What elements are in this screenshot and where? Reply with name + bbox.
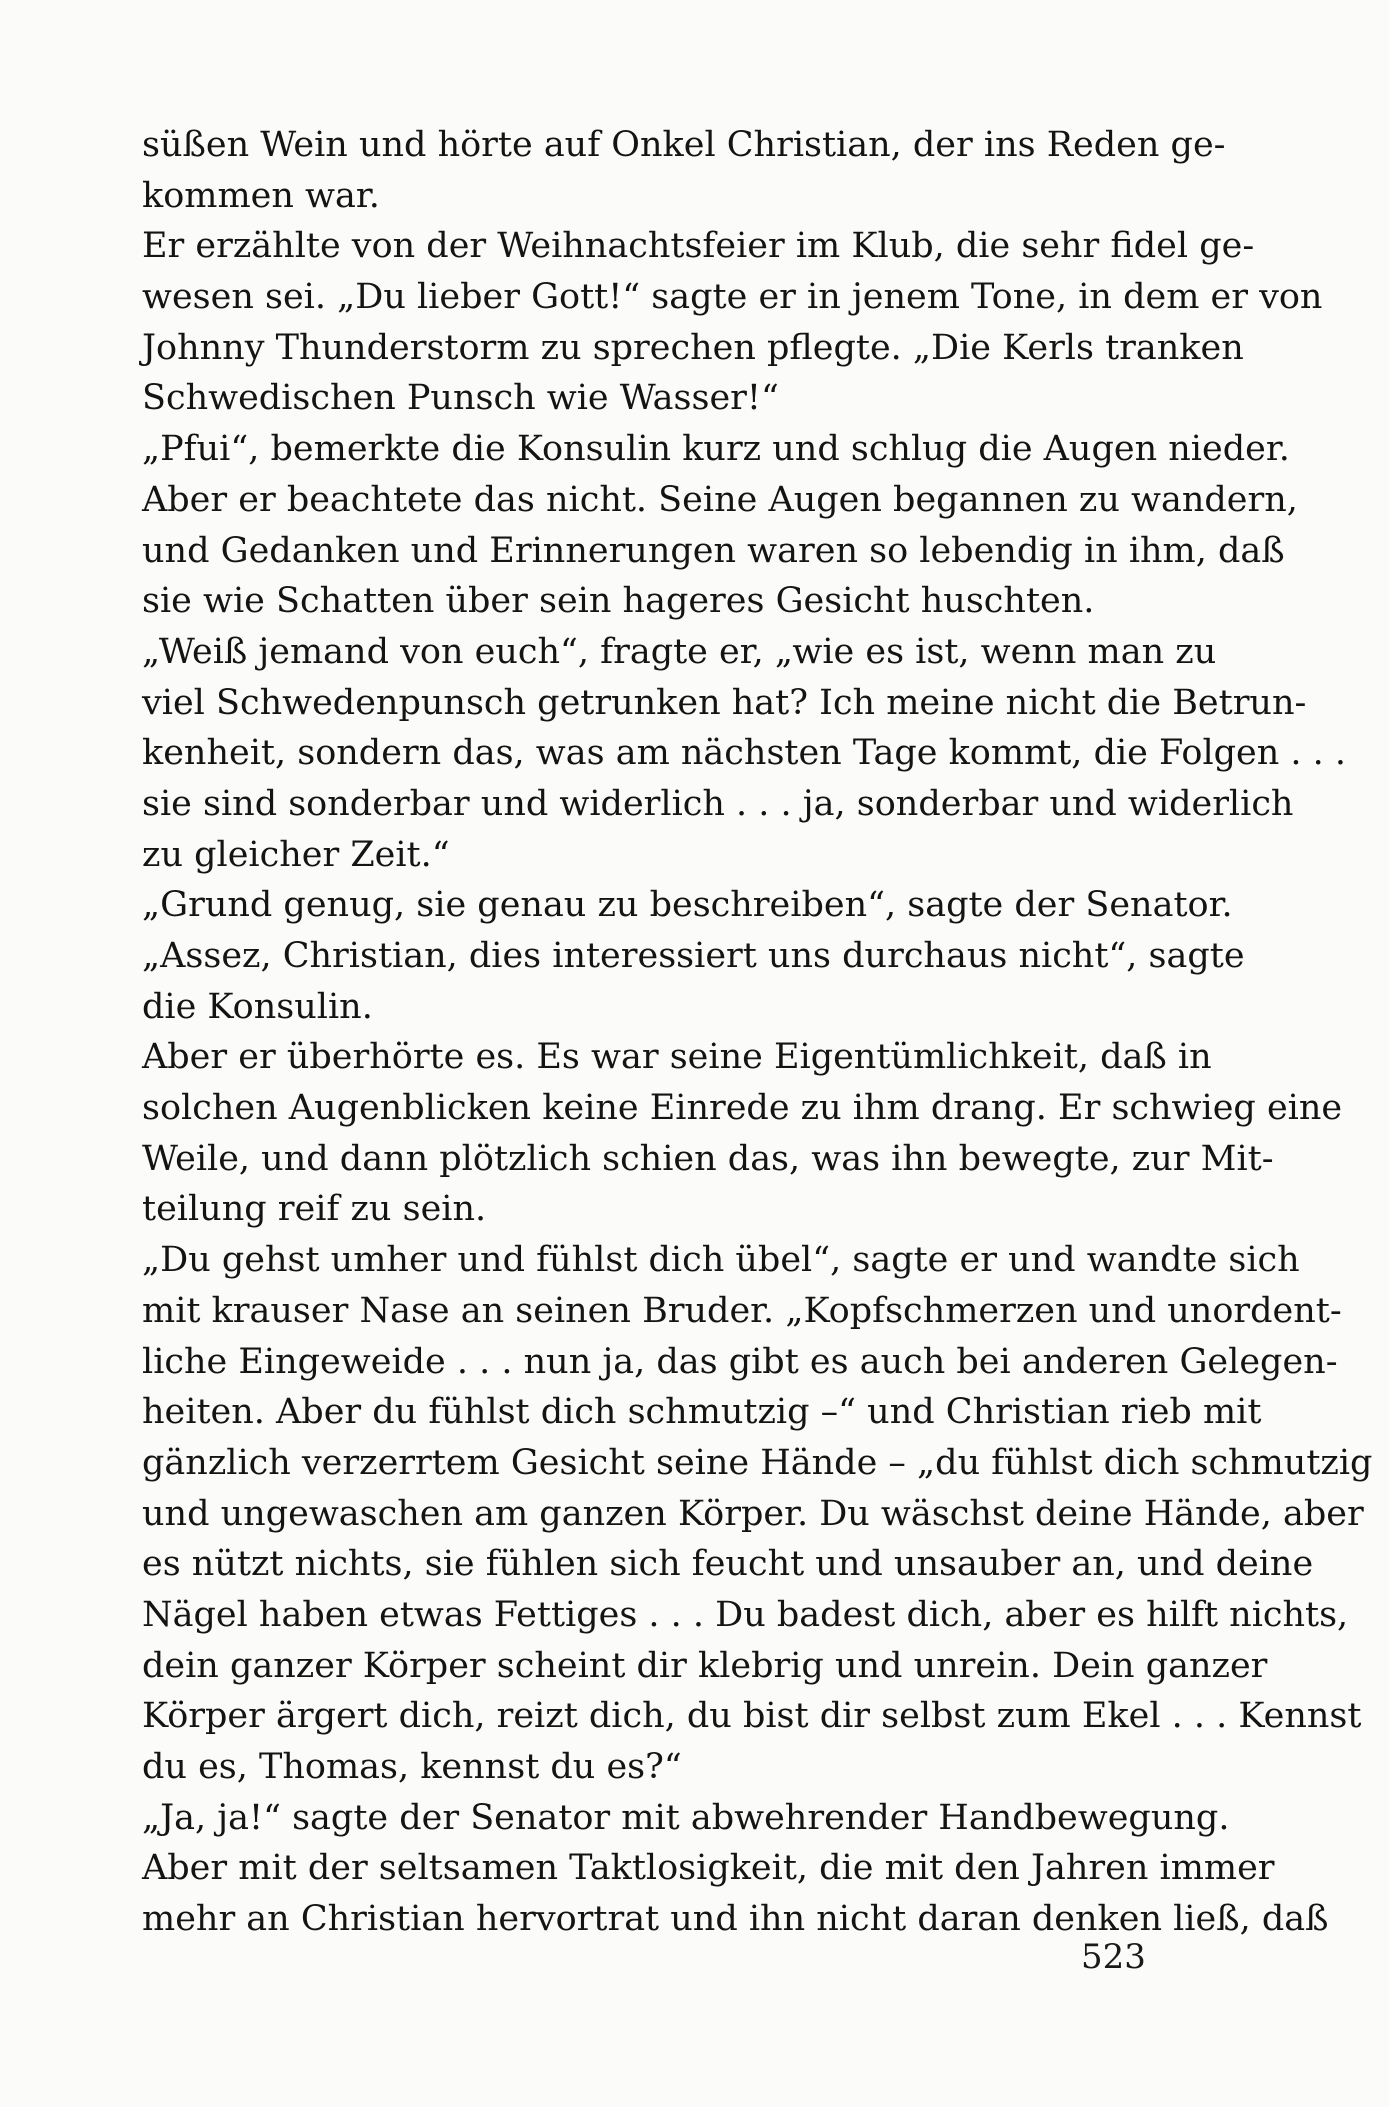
text-line: Aber mit der seltsamen Taktlosigkeit, die mit den Jahren immer <box>142 1848 1275 1889</box>
text-line: kommen war. <box>142 175 380 216</box>
text-line: liche Eingeweide . . . nun ja, das gibt es auch bei anderen Gelegen- <box>142 1341 1338 1382</box>
text-line: und Gedanken und Erinnerungen waren so lebendig in ihm, daß <box>142 530 1285 571</box>
text-line: „Assez, Christian, dies interessiert uns durchaus nicht“, sagte <box>142 936 1245 976</box>
text-line: „Pfui“, bemerkte die Konsulin kurz und schlug die Augen nieder. <box>142 429 1290 470</box>
text-line: viel Schwedenpunsch getrunken hat? Ich meine nicht die Betrun- <box>142 682 1307 723</box>
text-line: Johnny Thunderstorm zu sprechen pflegte. „Die Kerls tranken <box>142 327 1244 368</box>
text-line: „Du gehst umher und fühlst dich übel“, sagte er und wandte sich <box>142 1240 1300 1281</box>
text-line: „Weiß jemand von euch“, fragte er, „wie es ist, wenn man zu <box>142 631 1217 672</box>
text-line: Aber er überhörte es. Es war seine Eigentümlichkeit, daß in <box>142 1037 1212 1078</box>
text-line: mit krauser Nase an seinen Bruder. „Kopfschmerzen und unordent- <box>142 1290 1342 1331</box>
text-line: „Grund genug, sie genau zu beschreiben“, sagte der Senator. <box>142 885 1233 926</box>
text-line: du es, Thomas, kennst du es?“ <box>142 1747 682 1787</box>
text-line: Körper ärgert dich, reizt dich, du bist dir selbst zum Ekel . . . Kennst <box>142 1696 1362 1737</box>
text-line: Schwedischen Punsch wie Wasser!“ <box>142 378 779 419</box>
text-line: „Ja, ja!“ sagte der Senator mit abwehrender Handbewegung. <box>142 1797 1230 1838</box>
text-line: und ungewaschen am ganzen Körper. Du wäschst deine Hände, aber <box>142 1493 1364 1534</box>
text-line: wesen sei. „Du lieber Gott!“ sagte er in jenem Tone, in dem er von <box>142 277 1323 318</box>
text-line: heiten. Aber du fühlst dich schmutzig –“ und Christian rieb mit <box>142 1392 1262 1433</box>
text-line: solchen Augenblicken keine Einrede zu ihm drang. Er schwieg eine <box>142 1088 1343 1129</box>
text-line: Er erzählte von der Weihnachtsfeier im Klub, die sehr fidel ge- <box>142 226 1255 267</box>
text-body <box>142 120 1373 1945</box>
text-line: gänzlich verzerrtem Gesicht seine Hände – „du fühlst dich schmutzig <box>142 1442 1373 1483</box>
text-line: die Konsulin. <box>142 986 373 1027</box>
text-line: sie wie Schatten über sein hageres Gesicht huschten. <box>142 581 1095 622</box>
text-line: mehr an Christian hervortrat und ihn nicht daran denken ließ, daß <box>142 1899 1329 1940</box>
text-line: es nützt nichts, sie fühlen sich feucht und unsauber an, und deine <box>142 1544 1314 1585</box>
page-number: 523 <box>1081 1937 1146 1977</box>
text-line: kenheit, sondern das, was am nächsten Tage kommt, die Folgen . . . <box>142 733 1347 774</box>
text-line: sie sind sonderbar und widerlich . . . ja, sonderbar und widerlich <box>142 783 1294 824</box>
text-line: dein ganzer Körper scheint dir klebrig und unrein. Dein ganzer <box>142 1645 1268 1686</box>
text-line: zu gleicher Zeit.“ <box>142 834 450 875</box>
text-line: Weile, und dann plötzlich schien das, was ihn bewegte, zur Mit- <box>142 1138 1274 1179</box>
text-line: Nägel haben etwas Fettiges . . . Du badest dich, aber es hilft nichts, <box>142 1594 1349 1635</box>
text-line: Aber er beachtete das nicht. Seine Augen begannen zu wandern, <box>142 479 1298 520</box>
text-line: teilung reif zu sein. <box>142 1189 487 1230</box>
text-line: süßen Wein und hörte auf Onkel Christian, der ins Reden ge- <box>142 125 1226 165</box>
